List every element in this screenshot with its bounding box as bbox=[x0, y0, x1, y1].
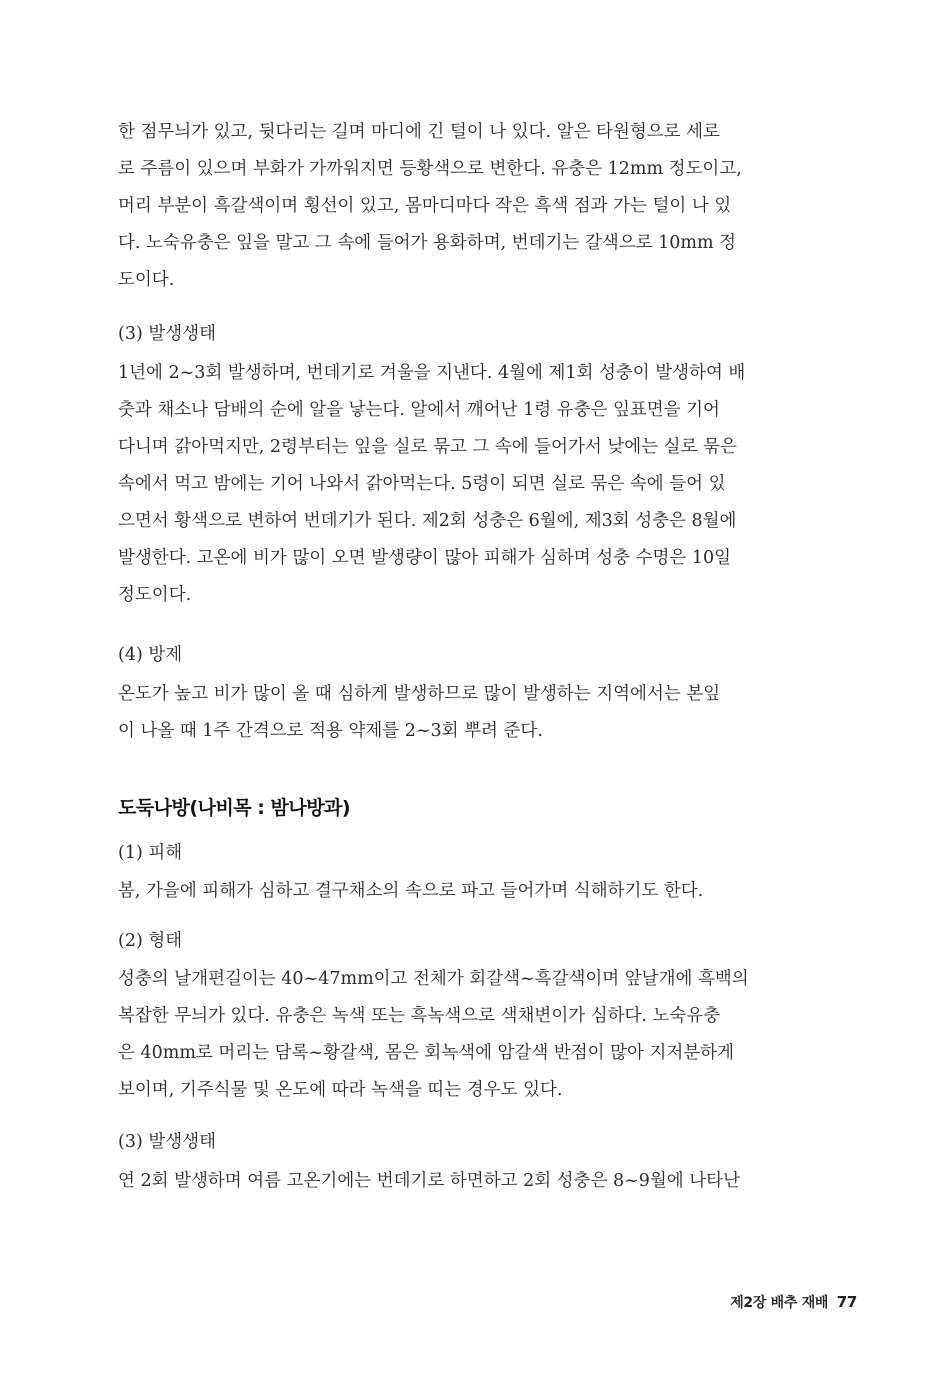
subsection-title: (2) 형태 bbox=[118, 931, 183, 951]
text-line: 1년에 2~3회 발생하며, 번데기로 겨울을 지낸다. 4월에 제1회 성충이 발생하여 배 bbox=[118, 363, 746, 383]
text-line: 도이다. bbox=[118, 270, 175, 290]
text-line: 속에서 먹고 밤에는 기어 나와서 갉아먹는다. 5령이 되면 실로 묶은 속에 들어 있 bbox=[118, 474, 726, 494]
section-heading-block bbox=[118, 790, 830, 827]
page-number: 77 bbox=[836, 1293, 857, 1311]
occurrence-paragraph-2 bbox=[118, 1163, 830, 1200]
morphology-paragraph bbox=[118, 961, 830, 1109]
control-paragraph bbox=[118, 676, 830, 750]
subsection-morphology bbox=[118, 923, 830, 960]
page-footer bbox=[730, 1292, 857, 1312]
text-line: 다. 노숙유충은 잎을 말고 그 속에 들어가 용화하며, 번데기는 갈색으로 10mm 정 bbox=[118, 233, 737, 253]
text-line: 이 나올 때 1주 간격으로 적용 약제를 2~3회 뿌려 준다. bbox=[118, 721, 543, 741]
subsection-title: (1) 피해 bbox=[118, 843, 183, 863]
text-line: 복잡한 무늬가 있다. 유충은 녹색 또는 흑녹색으로 색채변이가 심하다. 노숙유충 bbox=[118, 1006, 721, 1026]
section-heading: 도둑나방(나비목 : 밤나방과) bbox=[118, 797, 351, 819]
text-line: 머리 부분이 흑갈색이며 횡선이 있고, 몸마디마다 작은 흑색 점과 가는 털이 나 있 bbox=[118, 196, 732, 216]
text-line: 연 2회 발생하며 여름 고온기에는 번데기로 하면하고 2회 성충은 8~9월에 나타난 bbox=[118, 1171, 740, 1191]
body-paragraph bbox=[118, 1163, 830, 1200]
subsection-title: (3) 발생생태 bbox=[118, 324, 216, 344]
body-paragraph bbox=[118, 676, 830, 750]
subsection-title: (3) 발생생태 bbox=[118, 1132, 216, 1152]
text-line: 다니며 갉아먹지만, 2령부터는 잎을 실로 묶고 그 속에 들어가서 낮에는 실로 묶은 bbox=[118, 437, 737, 457]
text-line: 로 주름이 있으며 부화가 가까워지면 등황색으로 변한다. 유충은 12mm 정도이고, bbox=[118, 159, 742, 179]
subsection-damage bbox=[118, 835, 830, 872]
chapter-title: 제2장 배추 재배 bbox=[730, 1295, 829, 1311]
text-line: 보이며, 기주식물 및 온도에 따라 녹색을 띠는 경우도 있다. bbox=[118, 1080, 563, 1100]
text-line: 한 점무늬가 있고, 뒷다리는 길며 마디에 긴 털이 나 있다. 알은 타원형으로 세로 bbox=[118, 122, 720, 142]
text-line: 으면서 황색으로 변하여 번데기가 된다. 제2회 성충은 6월에, 제3회 성충은 8월에 bbox=[118, 511, 737, 531]
body-paragraph bbox=[118, 873, 830, 910]
text-line: 발생한다. 고온에 비가 많이 오면 발생량이 많아 피해가 심하며 성충 수명은 10일 bbox=[118, 548, 732, 568]
text-line: 정도이다. bbox=[118, 585, 192, 605]
body-paragraph bbox=[118, 961, 830, 1109]
subsection-occurrence bbox=[118, 316, 830, 353]
subsection-occurrence-2 bbox=[118, 1124, 830, 1161]
text-line: 성충의 날개편길이는 40~47mm이고 전체가 회갈색~흑갈색이며 앞날개에 흑백의 bbox=[118, 969, 749, 989]
subsection-title: (4) 방제 bbox=[118, 645, 183, 665]
intro-paragraph bbox=[118, 114, 830, 299]
body-paragraph bbox=[118, 355, 830, 614]
subsection-control bbox=[118, 637, 830, 674]
damage-paragraph bbox=[118, 873, 830, 910]
text-line: 봄, 가을에 피해가 심하고 결구채소의 속으로 파고 들어가며 식해하기도 한다. bbox=[118, 881, 704, 901]
text-line: 은 40mm로 머리는 담록~황갈색, 몸은 회녹색에 암갈색 반점이 많아 지저분하게 bbox=[118, 1043, 734, 1063]
body-paragraph bbox=[118, 114, 830, 299]
text-line: 온도가 높고 비가 많이 올 때 심하게 발생하므로 많이 발생하는 지역에서는 본잎 bbox=[118, 684, 721, 704]
occurrence-paragraph bbox=[118, 355, 830, 614]
text-line: 춧과 채소나 담배의 순에 알을 낳는다. 알에서 깨어난 1령 유충은 잎표면을 기어 bbox=[118, 400, 720, 420]
